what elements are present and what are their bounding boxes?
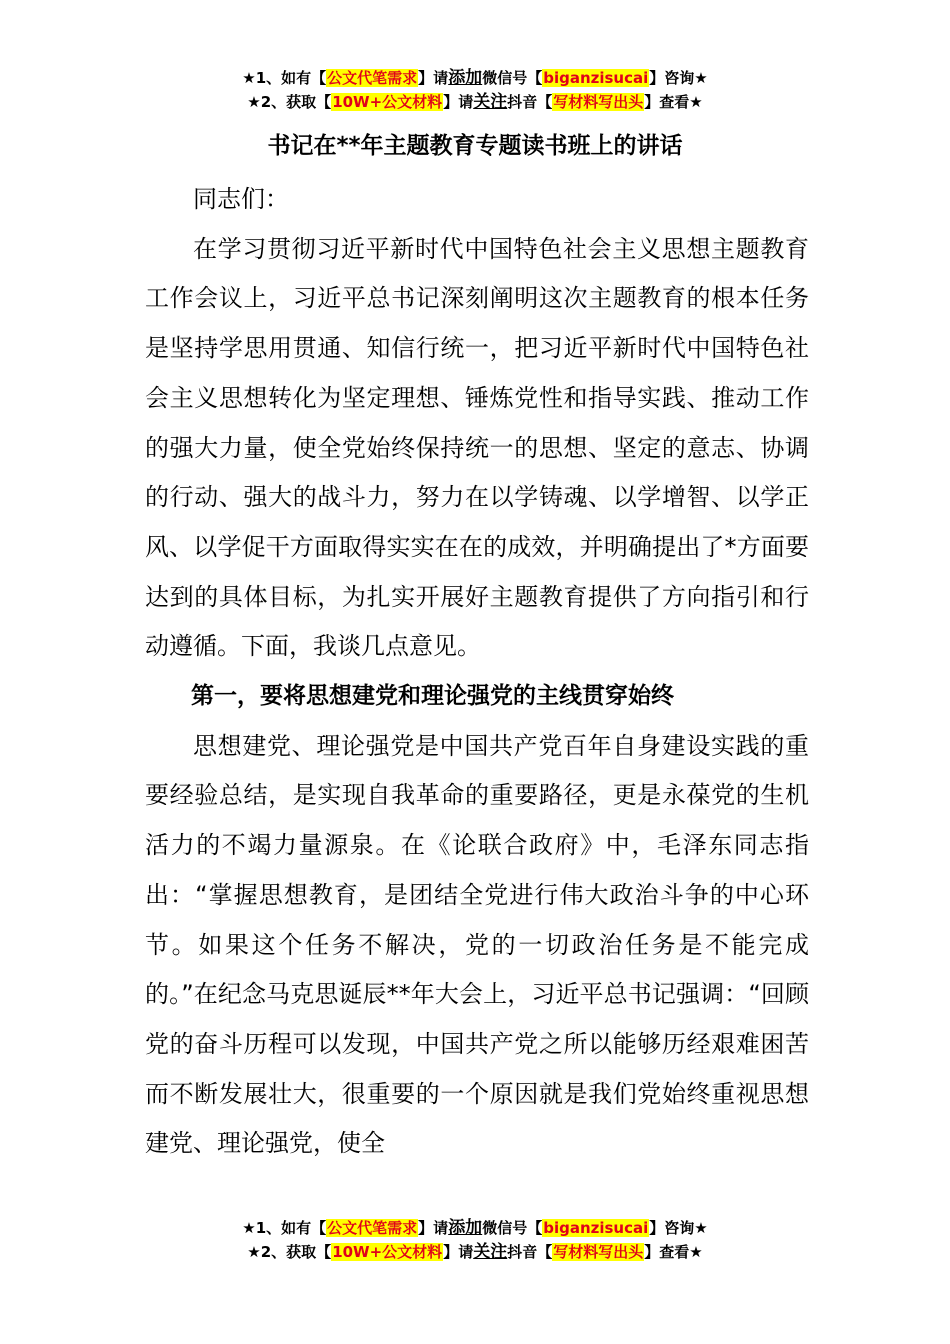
banner-line-1 [0, 1216, 950, 1240]
document-title: 书记在**年主题教育专题读书班上的讲话 [267, 133, 683, 159]
banner-line-1 [0, 66, 950, 90]
banner-text: 】请 [443, 1243, 474, 1261]
banner-text: 抖音【 [507, 93, 553, 111]
banner-text: 】请 [418, 1219, 449, 1237]
banner-underline: 关注 [473, 92, 508, 112]
section-heading: 第一，要将思想建党和理论强党的主线贯穿始终 [191, 683, 674, 710]
banner-line-2 [0, 90, 950, 114]
banner-underline: 添加 [448, 68, 483, 88]
banner-highlight: 公文代笔需求 [327, 69, 418, 87]
paragraph: 思想建党、理论强党是中国共产党百年自身建设实践的重要经验总结，是实现自我革命的重要路径，更是永葆党的生机活力的不竭力量源泉。在《论联合政府》中，毛泽东同志指出：“掌握思想教育，是团结全党进行伟大政治斗争的中心环节。如果这个任务不解决，党的一切政治任务是不能完成的。”在纪念马克思诞辰**年大会上，习近平总书记强调：“回顾党的奋斗历程可以发现，中国共产党之所以能够历经艰难困苦而不断发展壮大，很重要的一个原因就是我们党始终重视思想建党、理论强党，使全 [145, 731, 809, 1158]
banner-text: 微信号【 [482, 69, 543, 87]
banner-highlight: 10W+公文材料 [332, 93, 443, 111]
document-body [145, 175, 809, 1169]
banner-text: 微信号【 [482, 1219, 543, 1237]
banner-underline: 关注 [473, 1242, 508, 1262]
banner-text: 】咨询★ [649, 69, 708, 87]
footer-banner [0, 1216, 950, 1264]
banner-text: ★1、如有【 [242, 1219, 327, 1237]
banner-text: 】请 [443, 93, 474, 111]
banner-text: 抖音【 [507, 1243, 553, 1261]
banner-highlight: 公文代笔需求 [327, 1219, 418, 1237]
banner-text: 】请 [418, 69, 449, 87]
banner-text: 】查看★ [644, 1243, 703, 1261]
banner-douyin-id: 写材料写出头 [553, 1243, 644, 1261]
banner-highlight: 10W+公文材料 [332, 1243, 443, 1261]
banner-text: ★2、获取【 [247, 1243, 332, 1261]
banner-text: 】咨询★ [649, 1219, 708, 1237]
banner-underline: 添加 [448, 1218, 483, 1238]
banner-wechat-id: biganzisucai [543, 1219, 649, 1237]
banner-text: ★1、如有【 [242, 69, 327, 87]
banner-text: ★2、获取【 [247, 93, 332, 111]
banner-wechat-id: biganzisucai [543, 69, 649, 87]
banner-line-2 [0, 1240, 950, 1264]
salutation: 同志们： [193, 185, 289, 213]
header-banner [0, 66, 950, 114]
banner-douyin-id: 写材料写出头 [553, 93, 644, 111]
banner-text: 】查看★ [644, 93, 703, 111]
paragraph: 在学习贯彻习近平新时代中国特色社会主义思想主题教育工作会议上，习近平总书记深刻阐明这次主题教育的根本任务是坚持学思用贯通、知信行统一，把习近平新时代中国特色社会主义思想转化为坚定理想、锤炼党性和指导实践、推动工作的强大力量，使全党始终保持统一的思想、坚定的意志、协调的行动、强大的战斗力，努力在以学铸魂、以学增智、以学正风、以学促干方面取得实实在在的成效，并明确提出了*方面要达到的具体目标，为扎实开展好主题教育提供了方向指引和行动遵循。下面，我谈几点意见。 [145, 234, 809, 661]
